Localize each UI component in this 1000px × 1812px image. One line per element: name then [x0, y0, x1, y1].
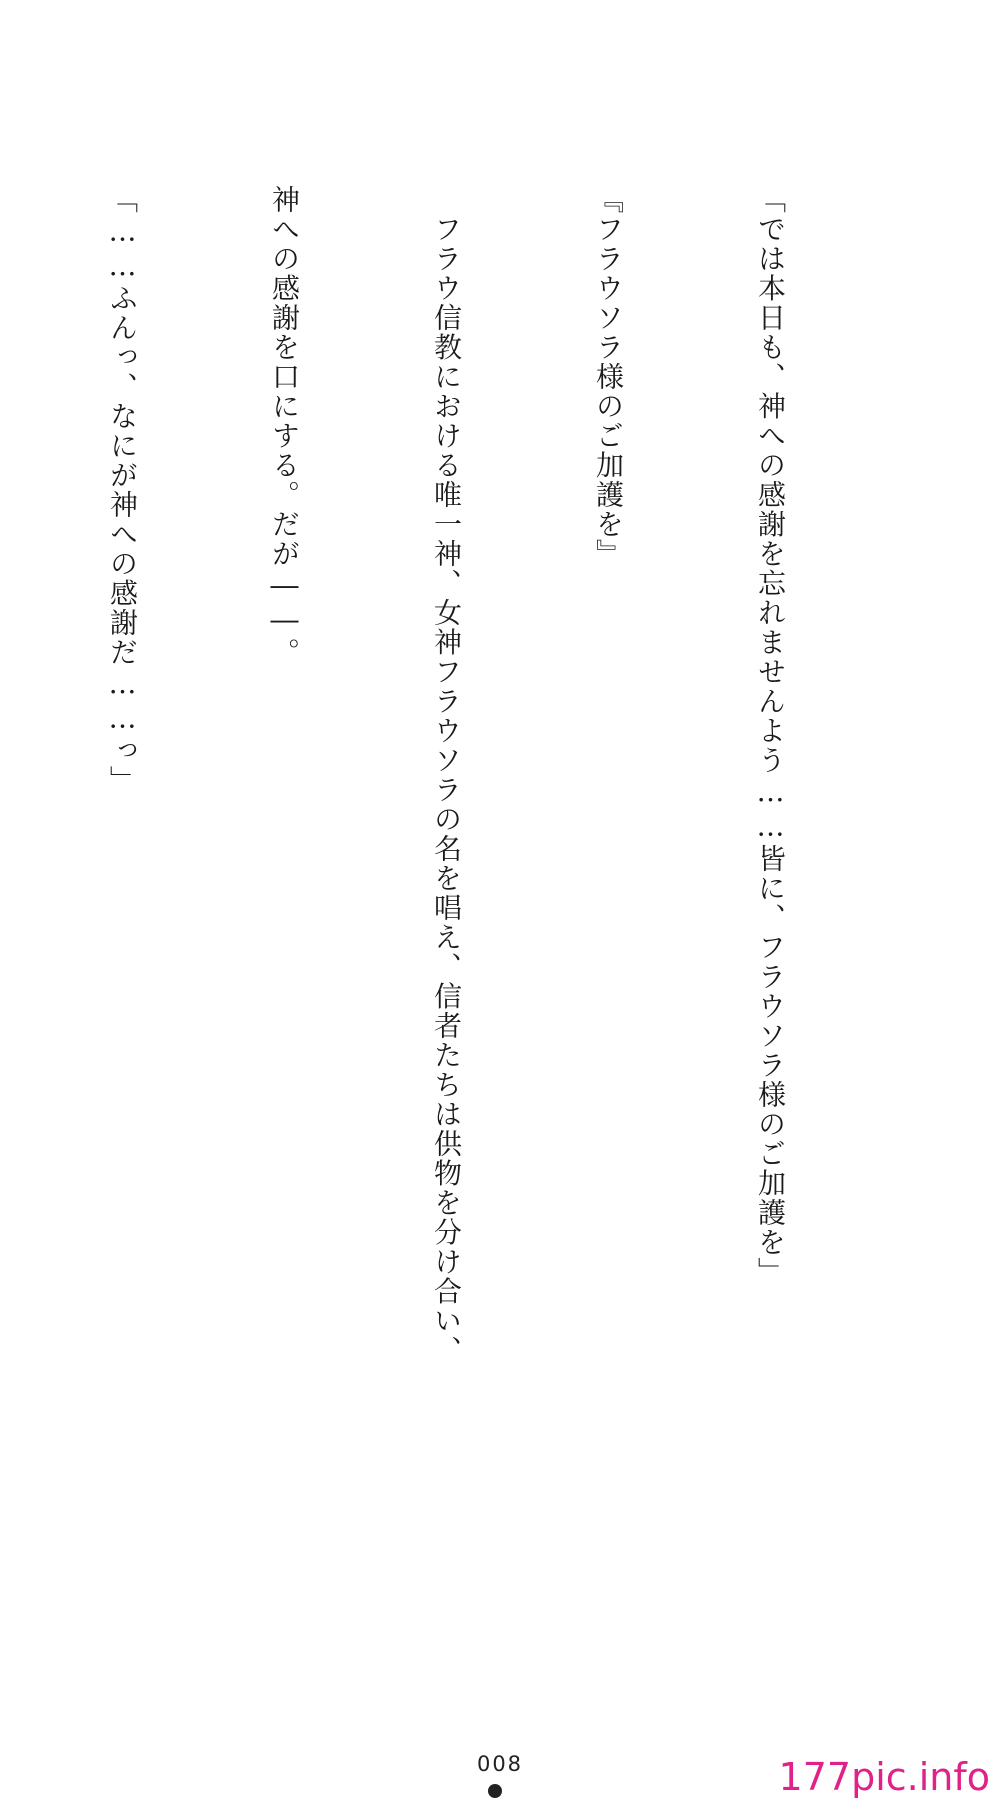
- text-line-1: 「では本日も、神への感謝を忘れませんよう……皆に、フラウソラ様のご加護を」: [754, 185, 787, 1287]
- watermark: 177pic.info: [778, 1755, 990, 1799]
- vertical-text-body: [0, 185, 905, 1365]
- page-ornament-icon: [488, 1784, 502, 1798]
- text-line-3: フラウ信教における唯一神、女神フラウソラの名を唱え、信者たちは供物を分け合い、: [430, 185, 463, 1365]
- page-number: 008: [476, 1752, 524, 1776]
- text-line-4: 神への感謝を口にする。だが――。: [268, 185, 301, 667]
- text-line-5: 「……ふんっ、なにが神への感謝だ……っ」: [106, 185, 139, 795]
- text-line-2: 『フラウソラ様のご加護を』: [592, 185, 625, 569]
